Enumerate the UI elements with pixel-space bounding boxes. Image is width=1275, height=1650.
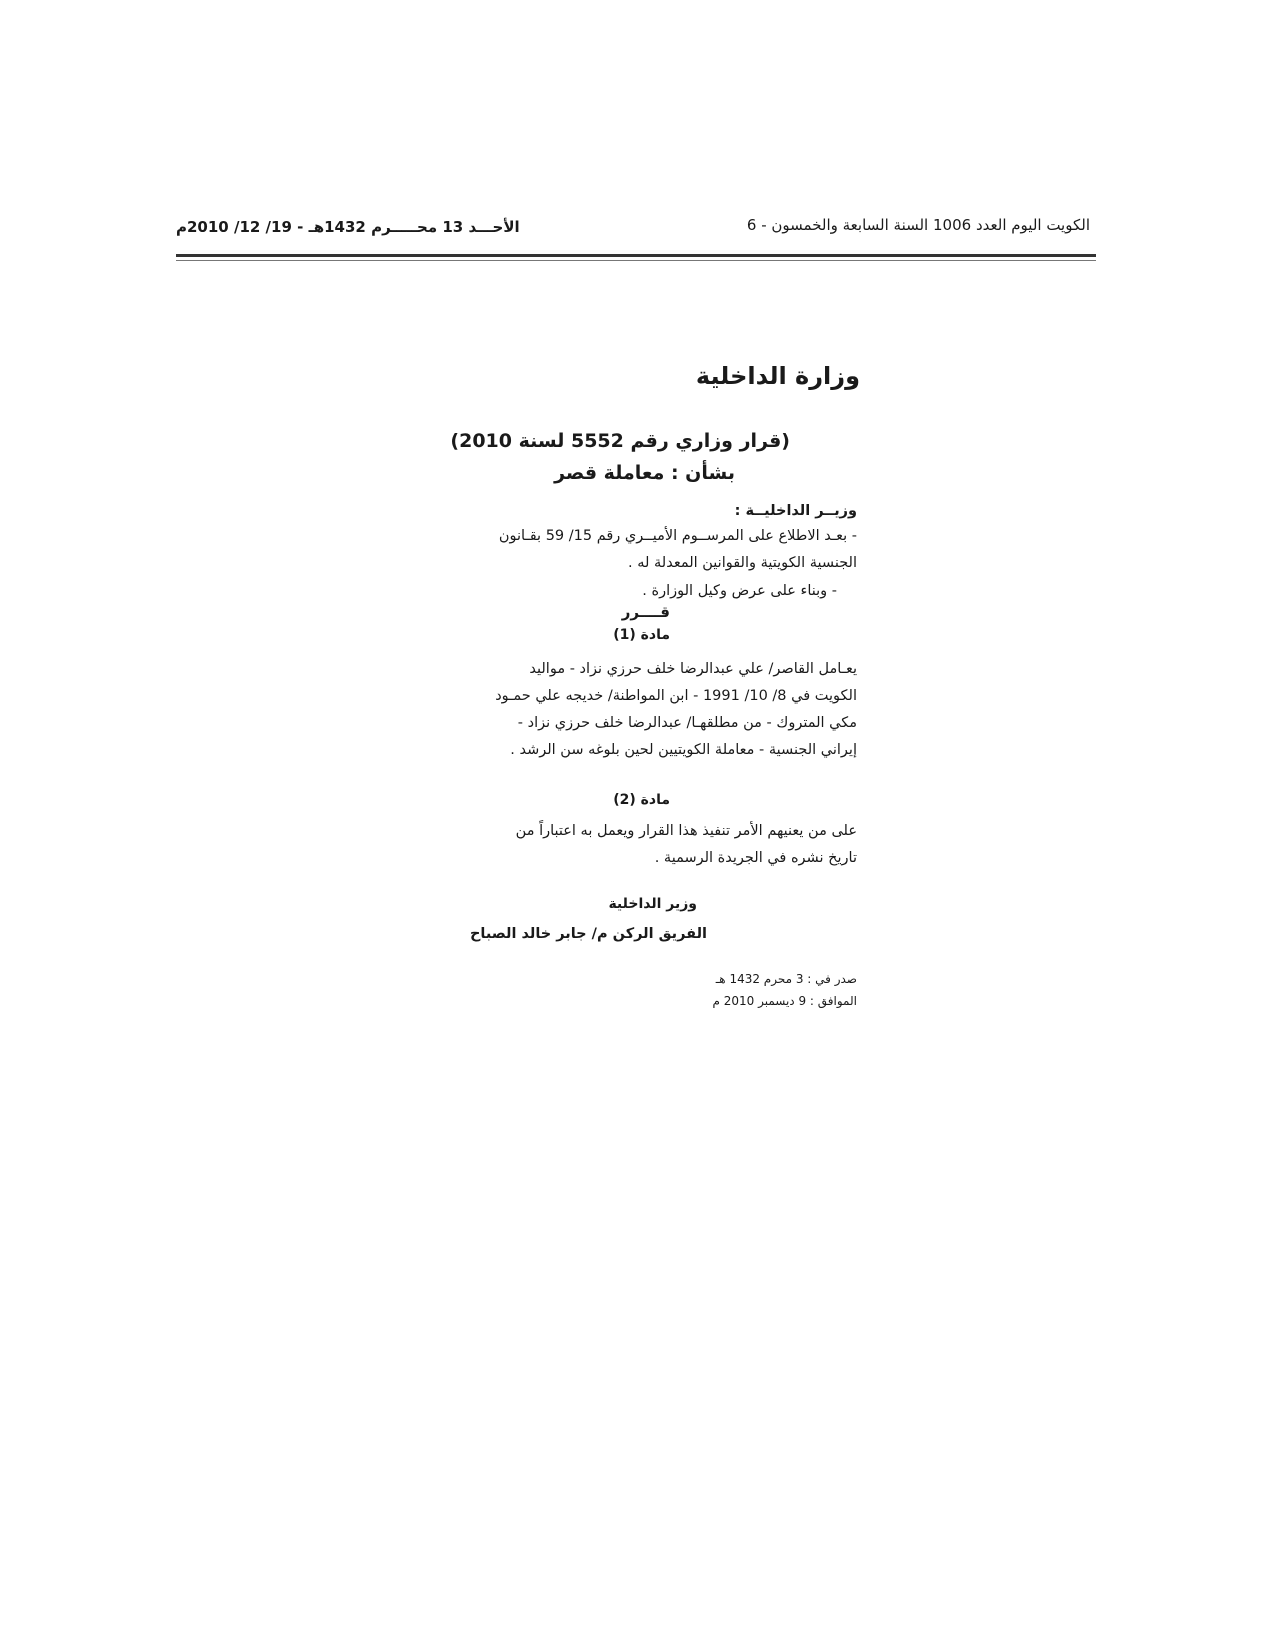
article-1-line-2: الكويت في 8/ 10/ 1991 - ابن المواطنة/ خديجه علي حمـود	[495, 688, 857, 704]
signature-name: الفريق الركن م/ جابر خالد الصباح	[469, 926, 707, 942]
article-2-line-1: على من يعنيهم الأمر تنفيذ هذا القرار ويعمل به اعتباراً من	[515, 823, 857, 839]
preamble-line-1: - بعـد الاطلاع على المرســوم الأميــري رقم 15/ 59 بقـانون	[498, 528, 857, 544]
article-1-heading: مادة (1)	[613, 627, 670, 643]
header-rule-thin	[176, 260, 1096, 261]
article-1-line-1: يعـامل القاصر/ علي عبدالرضا خلف حرزي نزاد - مواليد	[529, 661, 857, 677]
preamble-line-3: - وبناء على عرض وكيل الوزارة .	[642, 583, 837, 599]
ministry-heading: وزارة الداخلية	[695, 362, 860, 390]
decree-subject: بشأن : معاملة قصر	[554, 462, 735, 484]
article-1-line-4: إيراني الجنسية - معاملة الكويتيين لحين بلوغه سن الرشد .	[510, 742, 857, 758]
gazette-header-date: الأحـــد 13 محـــــرم 1432هـ - 19/ 12/ 2010م	[176, 218, 520, 236]
issued-date-gregorian: الموافق : 9 ديسمبر 2010 م	[712, 994, 857, 1008]
decree-title: (قرار وزاري رقم 5552 لسنة 2010)	[450, 430, 790, 452]
article-2-line-2: تاريخ نشره في الجريدة الرسمية .	[654, 850, 857, 866]
preamble-line-2: الجنسية الكويتية والقوانين المعدلة له .	[628, 555, 857, 571]
article-1-line-3: مكي المتروك - من مطلقهـا/ عبدالرضا خلف حرزي نزاد -	[517, 715, 857, 731]
issued-date-hijri: صدر في : 3 محرم 1432 هـ	[715, 972, 857, 986]
signature-title: وزير الداخلية	[608, 896, 697, 912]
minister-label: وزيــر الداخليــة :	[734, 503, 857, 519]
header-rule-thick	[176, 254, 1096, 257]
decided-heading: قــــرر	[621, 603, 670, 621]
article-2-heading: مادة (2)	[613, 792, 670, 808]
gazette-header-issue: الكويت اليوم العدد 1006 السنة السابعة والخمسون - 6	[746, 216, 1090, 234]
